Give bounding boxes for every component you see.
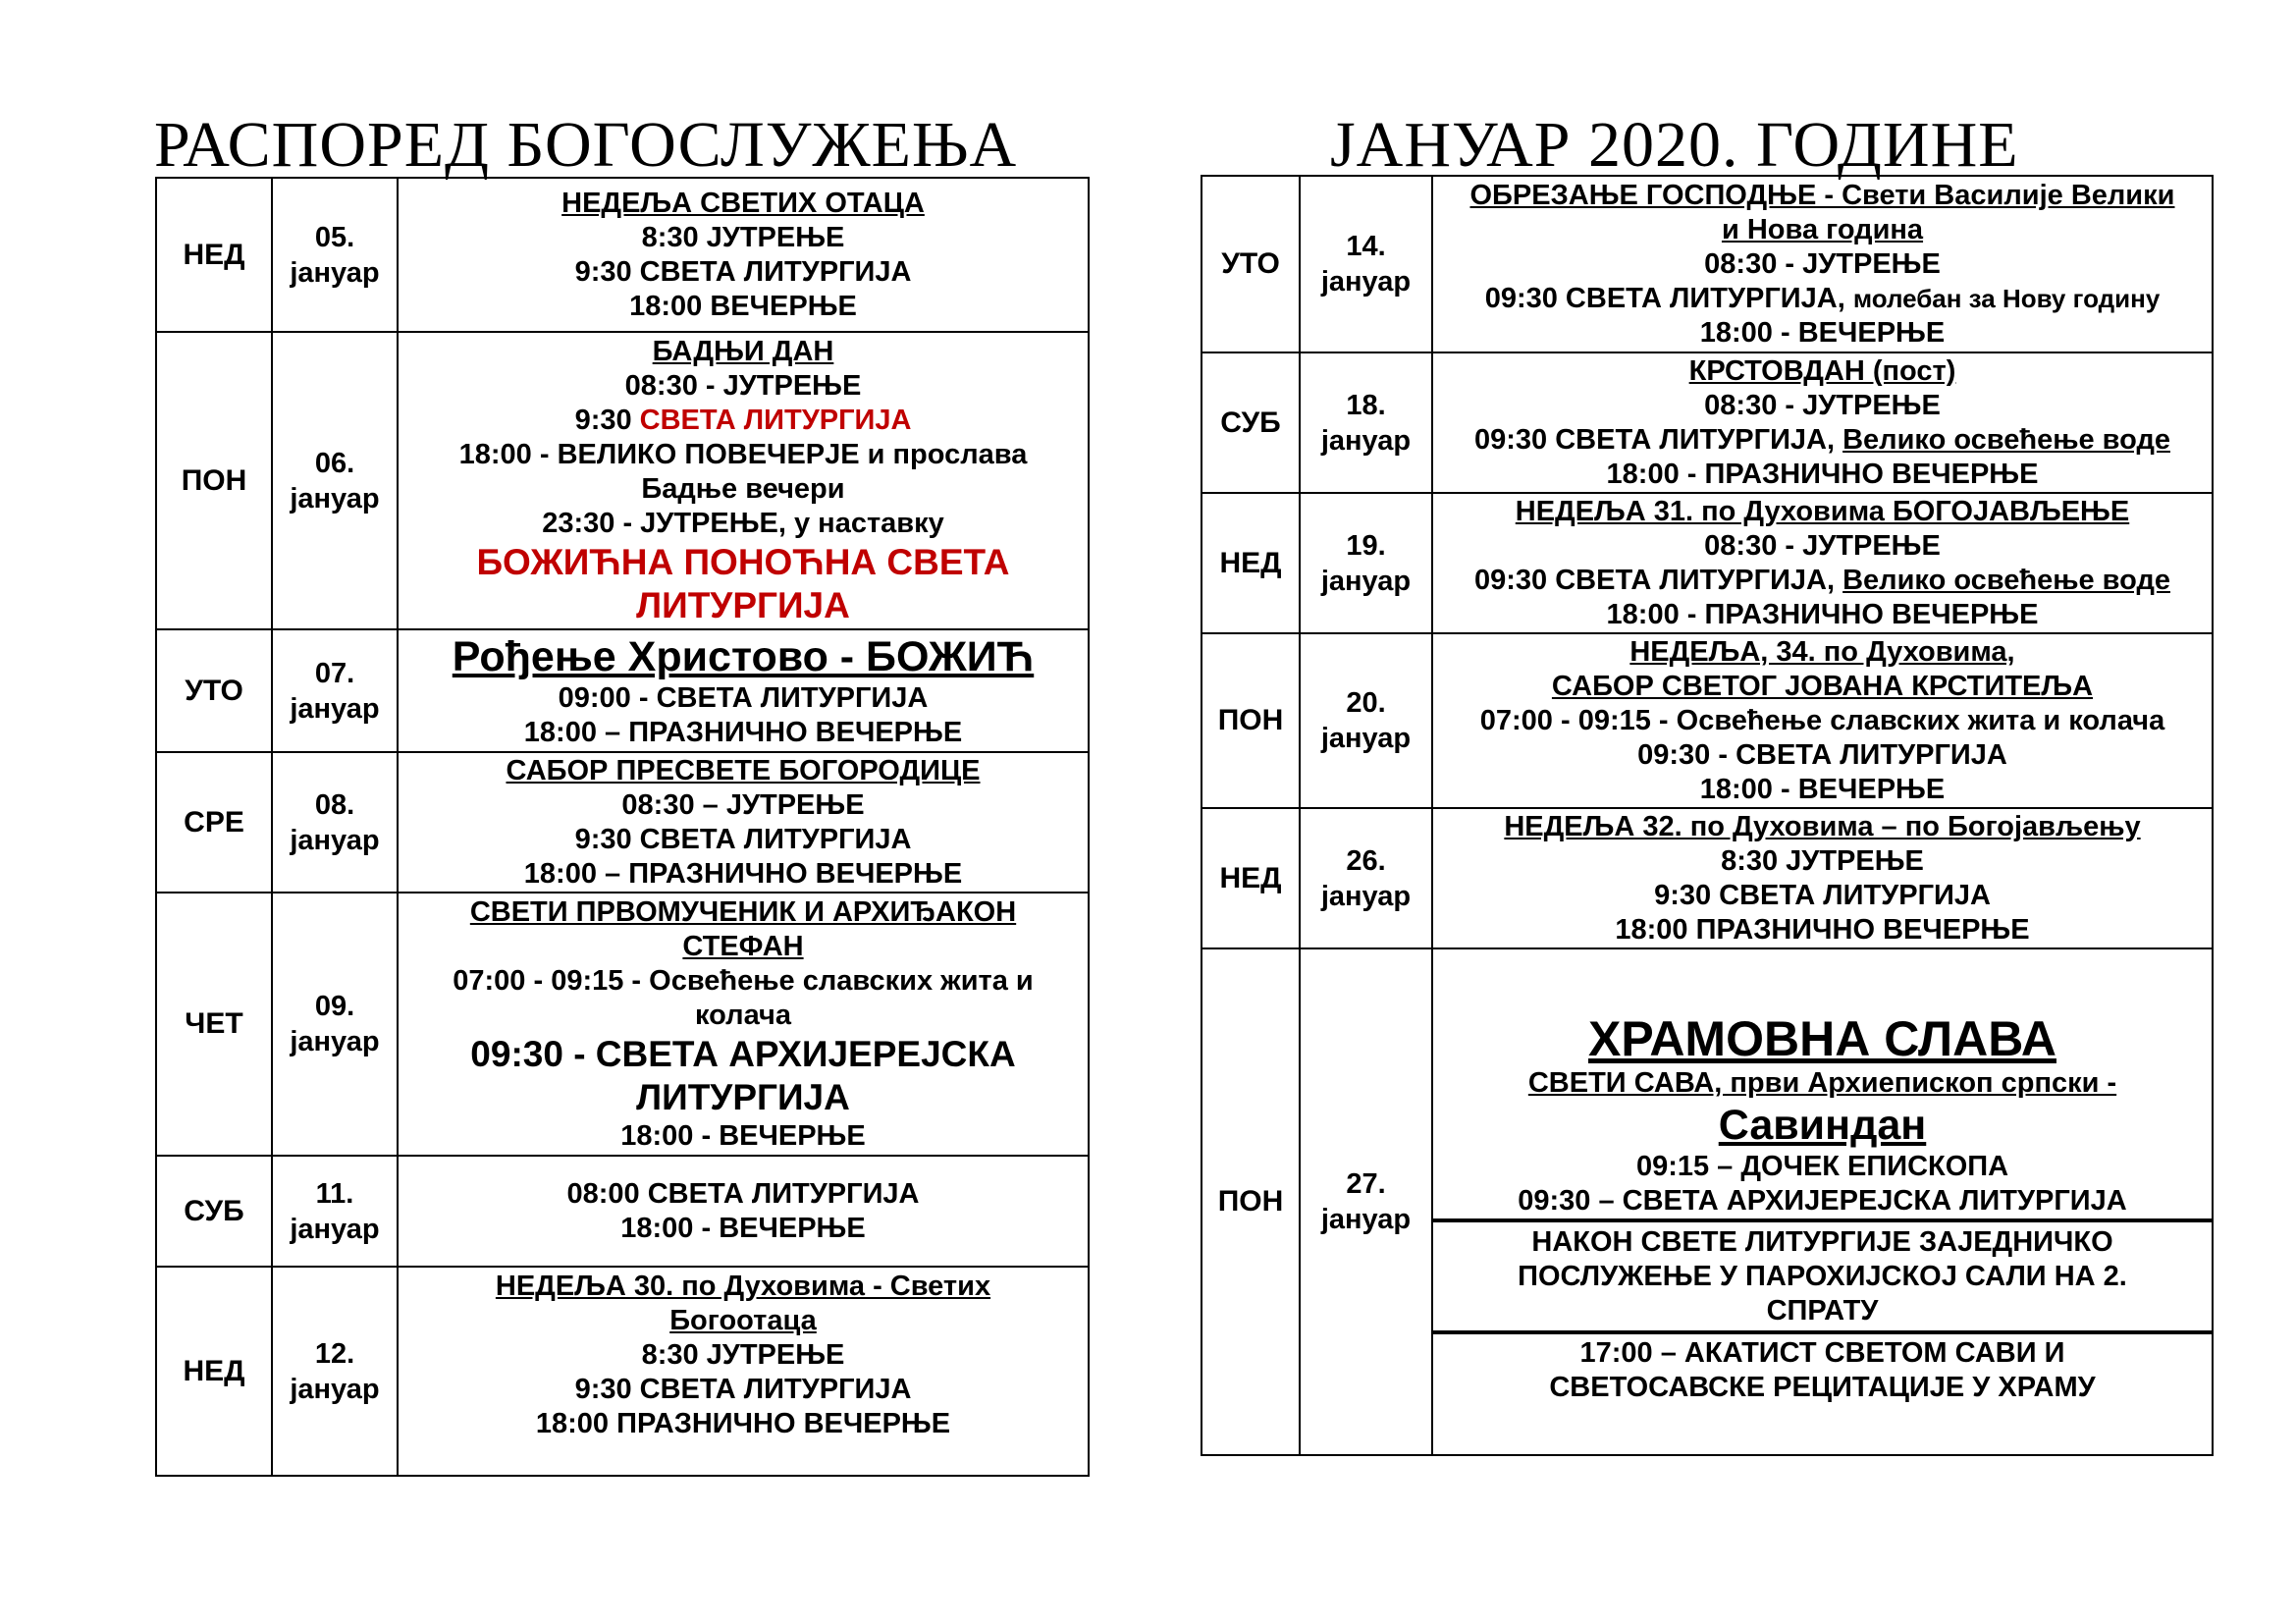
feast-subtitle: Савиндан — [1718, 1102, 1927, 1149]
event-cell — [398, 629, 1089, 752]
event-cell — [1432, 493, 2213, 633]
feast-title: КРСТОВДАН (пост) — [1688, 354, 1956, 387]
service-line: 08:30 - ЈУТРЕЊЕ — [624, 369, 862, 402]
service-line: 18:00 - ВЕЧЕРЊЕ — [620, 1212, 866, 1244]
service-line: 9:30 СВЕТА ЛИТУРГИЈА — [574, 255, 912, 288]
event-cell — [1432, 808, 2213, 948]
day-cell: УТО — [1201, 176, 1300, 352]
event-cell — [1432, 352, 2213, 493]
service-line: 09:30 – СВЕТА АРХИЈЕРЕЈСКА ЛИТУРГИЈА — [1518, 1185, 2127, 1217]
feast-title: НЕДЕЉА 31. по Духовима БОГОЈАВЉЕЊЕ — [1515, 495, 2130, 527]
date-cell: 26. јануар — [1300, 808, 1432, 948]
service-line: 08:30 - ЈУТРЕЊЕ — [1704, 247, 1941, 280]
table-row — [156, 1156, 1089, 1267]
service-line: 17:00 – АКАТИСТ СВЕТОМ САВИ И — [1579, 1337, 2065, 1369]
date-cell: 14. јануар — [1300, 176, 1432, 352]
date-cell: 18. јануар — [1300, 352, 1432, 493]
day-cell: НЕД — [156, 1267, 272, 1476]
feast-title: СТЕФАН — [682, 930, 804, 962]
service-line: 8:30 ЈУТРЕЊЕ — [641, 221, 845, 253]
day-cell: СРЕ — [156, 752, 272, 893]
service-line: ЛИТУРГИЈА — [636, 584, 850, 625]
date-cell: 05. јануар — [272, 178, 398, 332]
service-line: 9:30 СВЕТА ЛИТУРГИЈА — [574, 823, 912, 855]
day-cell: НЕД — [1201, 493, 1300, 633]
service-line: 8:30 ЈУТРЕЊЕ — [1721, 844, 1924, 877]
date-cell: 09. јануар — [272, 893, 398, 1156]
service-line: 18:00 ПРАЗНИЧНО ВЕЧЕРЊЕ — [1615, 913, 2030, 946]
table-row — [156, 332, 1089, 629]
service-line: 18:00 - ВЕЛИКО ПОВЕЧЕРЈЕ и прослава — [458, 438, 1028, 470]
service-line: НАКОН СВЕТЕ ЛИТУРГИЈЕ ЗАЈЕДНИЧКО — [1531, 1225, 2113, 1258]
day-cell: ПОН — [1201, 948, 1300, 1455]
event-cell — [398, 178, 1089, 332]
schedule-table-right — [1201, 175, 2214, 1456]
feast-title: СВЕТИ ПРВОМУЧЕНИК И АРХИЂАКОН — [469, 895, 1017, 928]
date-cell: 12. јануар — [272, 1267, 398, 1476]
feast-title: Рођење Христово - БОЖИЋ — [452, 632, 1035, 680]
feast-title: САБОР СВЕТОГ ЈОВАНА КРСТИТЕЉА — [1551, 670, 2094, 702]
feast-title: ОБРЕЗАЊЕ ГОСПОДЊЕ - Свети Василије Велики — [1469, 179, 2175, 211]
service-line: 18:00 – ПРАЗНИЧНО ВЕЧЕРЊЕ — [523, 857, 963, 890]
service-line: 18:00 ПРАЗНИЧНО ВЕЧЕРЊЕ — [535, 1408, 951, 1439]
service-line: 9:30 СВЕТА ЛИТУРГИЈА — [574, 1374, 912, 1405]
service-line: СВЕТОСАВСКЕ РЕЦИТАЦИЈЕ У ХРАМУ — [1549, 1372, 2096, 1403]
service-line: 09:30 СВЕТА ЛИТУРГИЈА, Велико освећење воде — [1474, 423, 2170, 456]
service-line: 09:00 - СВЕТА ЛИТУРГИЈА — [558, 681, 929, 714]
service-line: 18:00 - ВЕЧЕРЊЕ — [1699, 773, 1946, 805]
service-line: 09:30 СВЕТА ЛИТУРГИЈА, Велико освећење воде — [1474, 564, 2170, 596]
date-cell: 11. јануар — [272, 1156, 398, 1267]
service-line: 07:00 - 09:15 - Освећење славских жита и колача — [1479, 704, 2165, 736]
feast-title: НЕДЕЉА СВЕТИХ ОТАЦА — [561, 187, 925, 219]
date-cell: 06. јануар — [272, 332, 398, 629]
service-line: 8:30 ЈУТРЕЊЕ — [641, 1339, 845, 1371]
service-line: 09:30 - СВЕТА АРХИЈЕРЕЈСКА — [470, 1033, 1016, 1074]
service-line: СПРАТУ — [1766, 1294, 1879, 1326]
service-line: Бадње вечери — [641, 472, 845, 505]
service-line: 18:00 - ВЕЧЕРЊЕ — [620, 1119, 866, 1152]
table-row — [156, 752, 1089, 893]
table-row — [1201, 808, 2213, 948]
table-row — [156, 629, 1089, 752]
date-cell: 20. јануар — [1300, 633, 1432, 808]
day-cell: НЕД — [156, 178, 272, 332]
service-line: 18:00 - ВЕЧЕРЊЕ — [1699, 316, 1946, 349]
schedule-table-left — [155, 177, 1090, 1477]
feast-title: БАДЊИ ДАН — [652, 335, 834, 367]
event-cell — [398, 752, 1089, 893]
event-cell — [398, 1267, 1089, 1476]
table-row — [1201, 176, 2213, 352]
page-title-left: РАСПОРЕД БОГОСЛУЖЕЊА — [154, 109, 1018, 181]
date-cell: 08. јануар — [272, 752, 398, 893]
table-row — [1201, 352, 2213, 493]
service-line: 18:00 - ПРАЗНИЧНО ВЕЧЕРЊЕ — [1606, 458, 2039, 490]
feast-title: НЕДЕЉА, 34. по Духовима, — [1629, 635, 2015, 668]
feast-title: НЕДЕЉА 30. по Духовима - Светих — [495, 1271, 991, 1302]
table-row — [156, 178, 1089, 332]
service-line: 08:00 СВЕТА ЛИТУРГИЈА — [566, 1177, 920, 1210]
date-cell: 27. јануар — [1300, 948, 1432, 1455]
event-cell — [398, 1156, 1089, 1267]
feast-title: НЕДЕЉА 32. по Духовима – по Богојављењу — [1504, 810, 2141, 842]
event-cell — [1432, 176, 2213, 352]
day-cell: ЧЕТ — [156, 893, 272, 1156]
event-subcell — [1432, 1220, 2213, 1332]
event-subcell — [1432, 1332, 2213, 1455]
service-line: 09:15 – ДОЧЕК ЕПИСКОПА — [1635, 1151, 2009, 1182]
service-line: 08:30 - ЈУТРЕЊЕ — [1704, 389, 1941, 421]
service-line: БОЖИЋНА ПОНОЋНА СВЕТА — [476, 541, 1010, 582]
page-title-right: ЈАНУАР 2020. ГОДИНЕ — [1330, 109, 2019, 181]
table-row — [1201, 948, 2213, 1220]
day-cell: НЕД — [1201, 808, 1300, 948]
event-cell — [398, 893, 1089, 1156]
feast-title: Богоотаца — [669, 1305, 817, 1336]
service-line: 09:30 - СВЕТА ЛИТУРГИЈА — [1637, 738, 2007, 771]
service-line: ПОСЛУЖЕЊЕ У ПАРОХИЈСКОЈ САЛИ НА 2. — [1518, 1260, 2127, 1292]
table-row — [156, 1267, 1089, 1476]
table-row — [1201, 633, 2213, 808]
service-line: 9:30 СВЕТА ЛИТУРГИЈА — [1654, 879, 1991, 911]
service-line: 07:00 - 09:15 - Освећење славских жита и — [453, 964, 1034, 997]
service-line: колача — [695, 999, 791, 1031]
date-cell: 19. јануар — [1300, 493, 1432, 633]
service-line: 09:30 СВЕТА ЛИТУРГИЈА, молебан за Нову годину — [1484, 282, 2161, 314]
day-cell: ПОН — [156, 332, 272, 629]
service-line: 08:30 – ЈУТРЕЊЕ — [621, 788, 865, 821]
service-line: 18:00 ВЕЧЕРЊЕ — [629, 290, 857, 322]
service-line: 18:00 – ПРАЗНИЧНО ВЕЧЕРЊЕ — [523, 716, 963, 748]
day-cell: ПОН — [1201, 633, 1300, 808]
day-cell: УТО — [156, 629, 272, 752]
day-cell: СУБ — [156, 1156, 272, 1267]
feast-title: САБОР ПРЕСВЕТЕ БОГОРОДИЦЕ — [506, 754, 981, 786]
service-line: 23:30 - ЈУТРЕЊЕ, у наставку — [542, 507, 944, 539]
event-cell — [1432, 633, 2213, 808]
table-row — [156, 893, 1089, 1156]
service-line: 08:30 - ЈУТРЕЊЕ — [1704, 529, 1941, 562]
day-cell: СУБ — [1201, 352, 1300, 493]
service-line: ЛИТУРГИЈА — [636, 1076, 850, 1117]
feast-title: ХРАМОВНА СЛАВА — [1588, 1011, 2056, 1066]
date-cell: 07. јануар — [272, 629, 398, 752]
feast-title: и Нова година — [1721, 213, 1924, 245]
service-line: 18:00 - ПРАЗНИЧНО ВЕЧЕРЊЕ — [1606, 598, 2039, 630]
event-cell — [398, 332, 1089, 629]
feast-subtitle: СВЕТИ САВА, први Архиепископ српски - — [1527, 1067, 2117, 1099]
service-line: 9:30 СВЕТА ЛИТУРГИЈА — [574, 404, 912, 436]
event-cell — [1432, 948, 2213, 1220]
table-row — [1201, 493, 2213, 633]
